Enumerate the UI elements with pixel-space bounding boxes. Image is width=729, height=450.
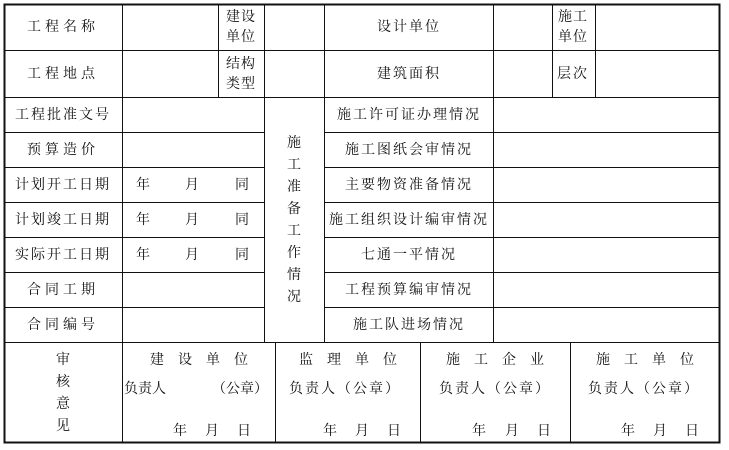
sign-client-person: 负责人 [124, 381, 166, 397]
label-project-location: 工程地点 [27, 66, 99, 82]
planned-completion-suffix: 同 [235, 212, 249, 228]
prep-item-permit: 施工许可证办理情况 [337, 107, 481, 123]
prep-item-budget-review: 工程预算编审情况 [345, 282, 473, 298]
planned-start-month: 月 [185, 177, 199, 193]
label-floors: 层次 [557, 66, 589, 82]
label-actual-start-date: 实际开工日期 [15, 247, 111, 263]
sign-contractor-year: 年 [621, 423, 635, 439]
sign-enterprise-day: 日 [537, 423, 551, 439]
sign-contractor-day: 日 [685, 423, 699, 439]
label-planned-start-date: 计划开工日期 [15, 177, 111, 193]
prep-item-site-readiness: 七通一平情况 [361, 247, 457, 263]
label-building-area: 建筑面积 [377, 66, 441, 82]
prep-item-construction-plan: 施工组织设计编审情况 [329, 212, 489, 228]
sign-contractor-month: 月 [653, 423, 667, 439]
planned-completion-month: 月 [185, 212, 199, 228]
planned-completion-year: 年 [136, 212, 150, 228]
sign-enterprise-person: 负责人（公章） [439, 381, 551, 397]
label-client-unit: 建设 单位 [226, 9, 256, 45]
label-review-opinion: 审 核 意 见 [56, 352, 70, 434]
sign-enterprise-year: 年 [472, 423, 486, 439]
prep-item-materials: 主要物资准备情况 [345, 177, 473, 193]
label-construction-unit: 施工 单位 [558, 9, 588, 45]
label-budget-cost: 预算造价 [27, 142, 99, 158]
label-prep-work-status: 施 工 准 备 工 作 情 况 [287, 135, 301, 305]
sign-client-year: 年 [173, 423, 187, 439]
prep-item-team-entry: 施工队进场情况 [353, 317, 465, 333]
sign-unit-title-client: 建设单位 [150, 352, 262, 368]
sign-supervisor-year: 年 [323, 423, 337, 439]
planned-start-suffix: 同 [235, 177, 249, 193]
prep-item-drawing-review: 施工图纸会审情况 [345, 142, 473, 158]
actual-start-suffix: 同 [235, 247, 249, 263]
sign-supervisor-month: 月 [355, 423, 369, 439]
label-contract-number: 合同编号 [27, 317, 99, 333]
label-project-name: 工程名称 [27, 19, 99, 35]
sign-enterprise-month: 月 [505, 423, 519, 439]
actual-start-month: 月 [185, 247, 199, 263]
sign-client-day: 日 [237, 423, 251, 439]
sign-contractor-person: 负责人（公章） [588, 381, 700, 397]
sign-unit-title-enterprise: 施工企业 [446, 352, 558, 368]
sign-supervisor-person: 负责人（公章） [289, 381, 401, 397]
planned-start-year: 年 [136, 177, 150, 193]
sign-unit-title-contractor: 施工单位 [596, 352, 708, 368]
sign-client-seal: （公章） [212, 381, 268, 397]
label-planned-completion-date: 计划竣工日期 [15, 212, 111, 228]
sign-unit-title-supervisor: 监理单位 [299, 352, 411, 368]
label-structure-type: 结构 类型 [226, 56, 256, 92]
actual-start-year: 年 [136, 247, 150, 263]
sign-supervisor-day: 日 [387, 423, 401, 439]
label-contract-period: 合同工期 [27, 282, 99, 298]
sign-client-month: 月 [205, 423, 219, 439]
label-design-unit: 设计单位 [377, 19, 441, 35]
label-approval-number: 工程批准文号 [15, 107, 111, 123]
